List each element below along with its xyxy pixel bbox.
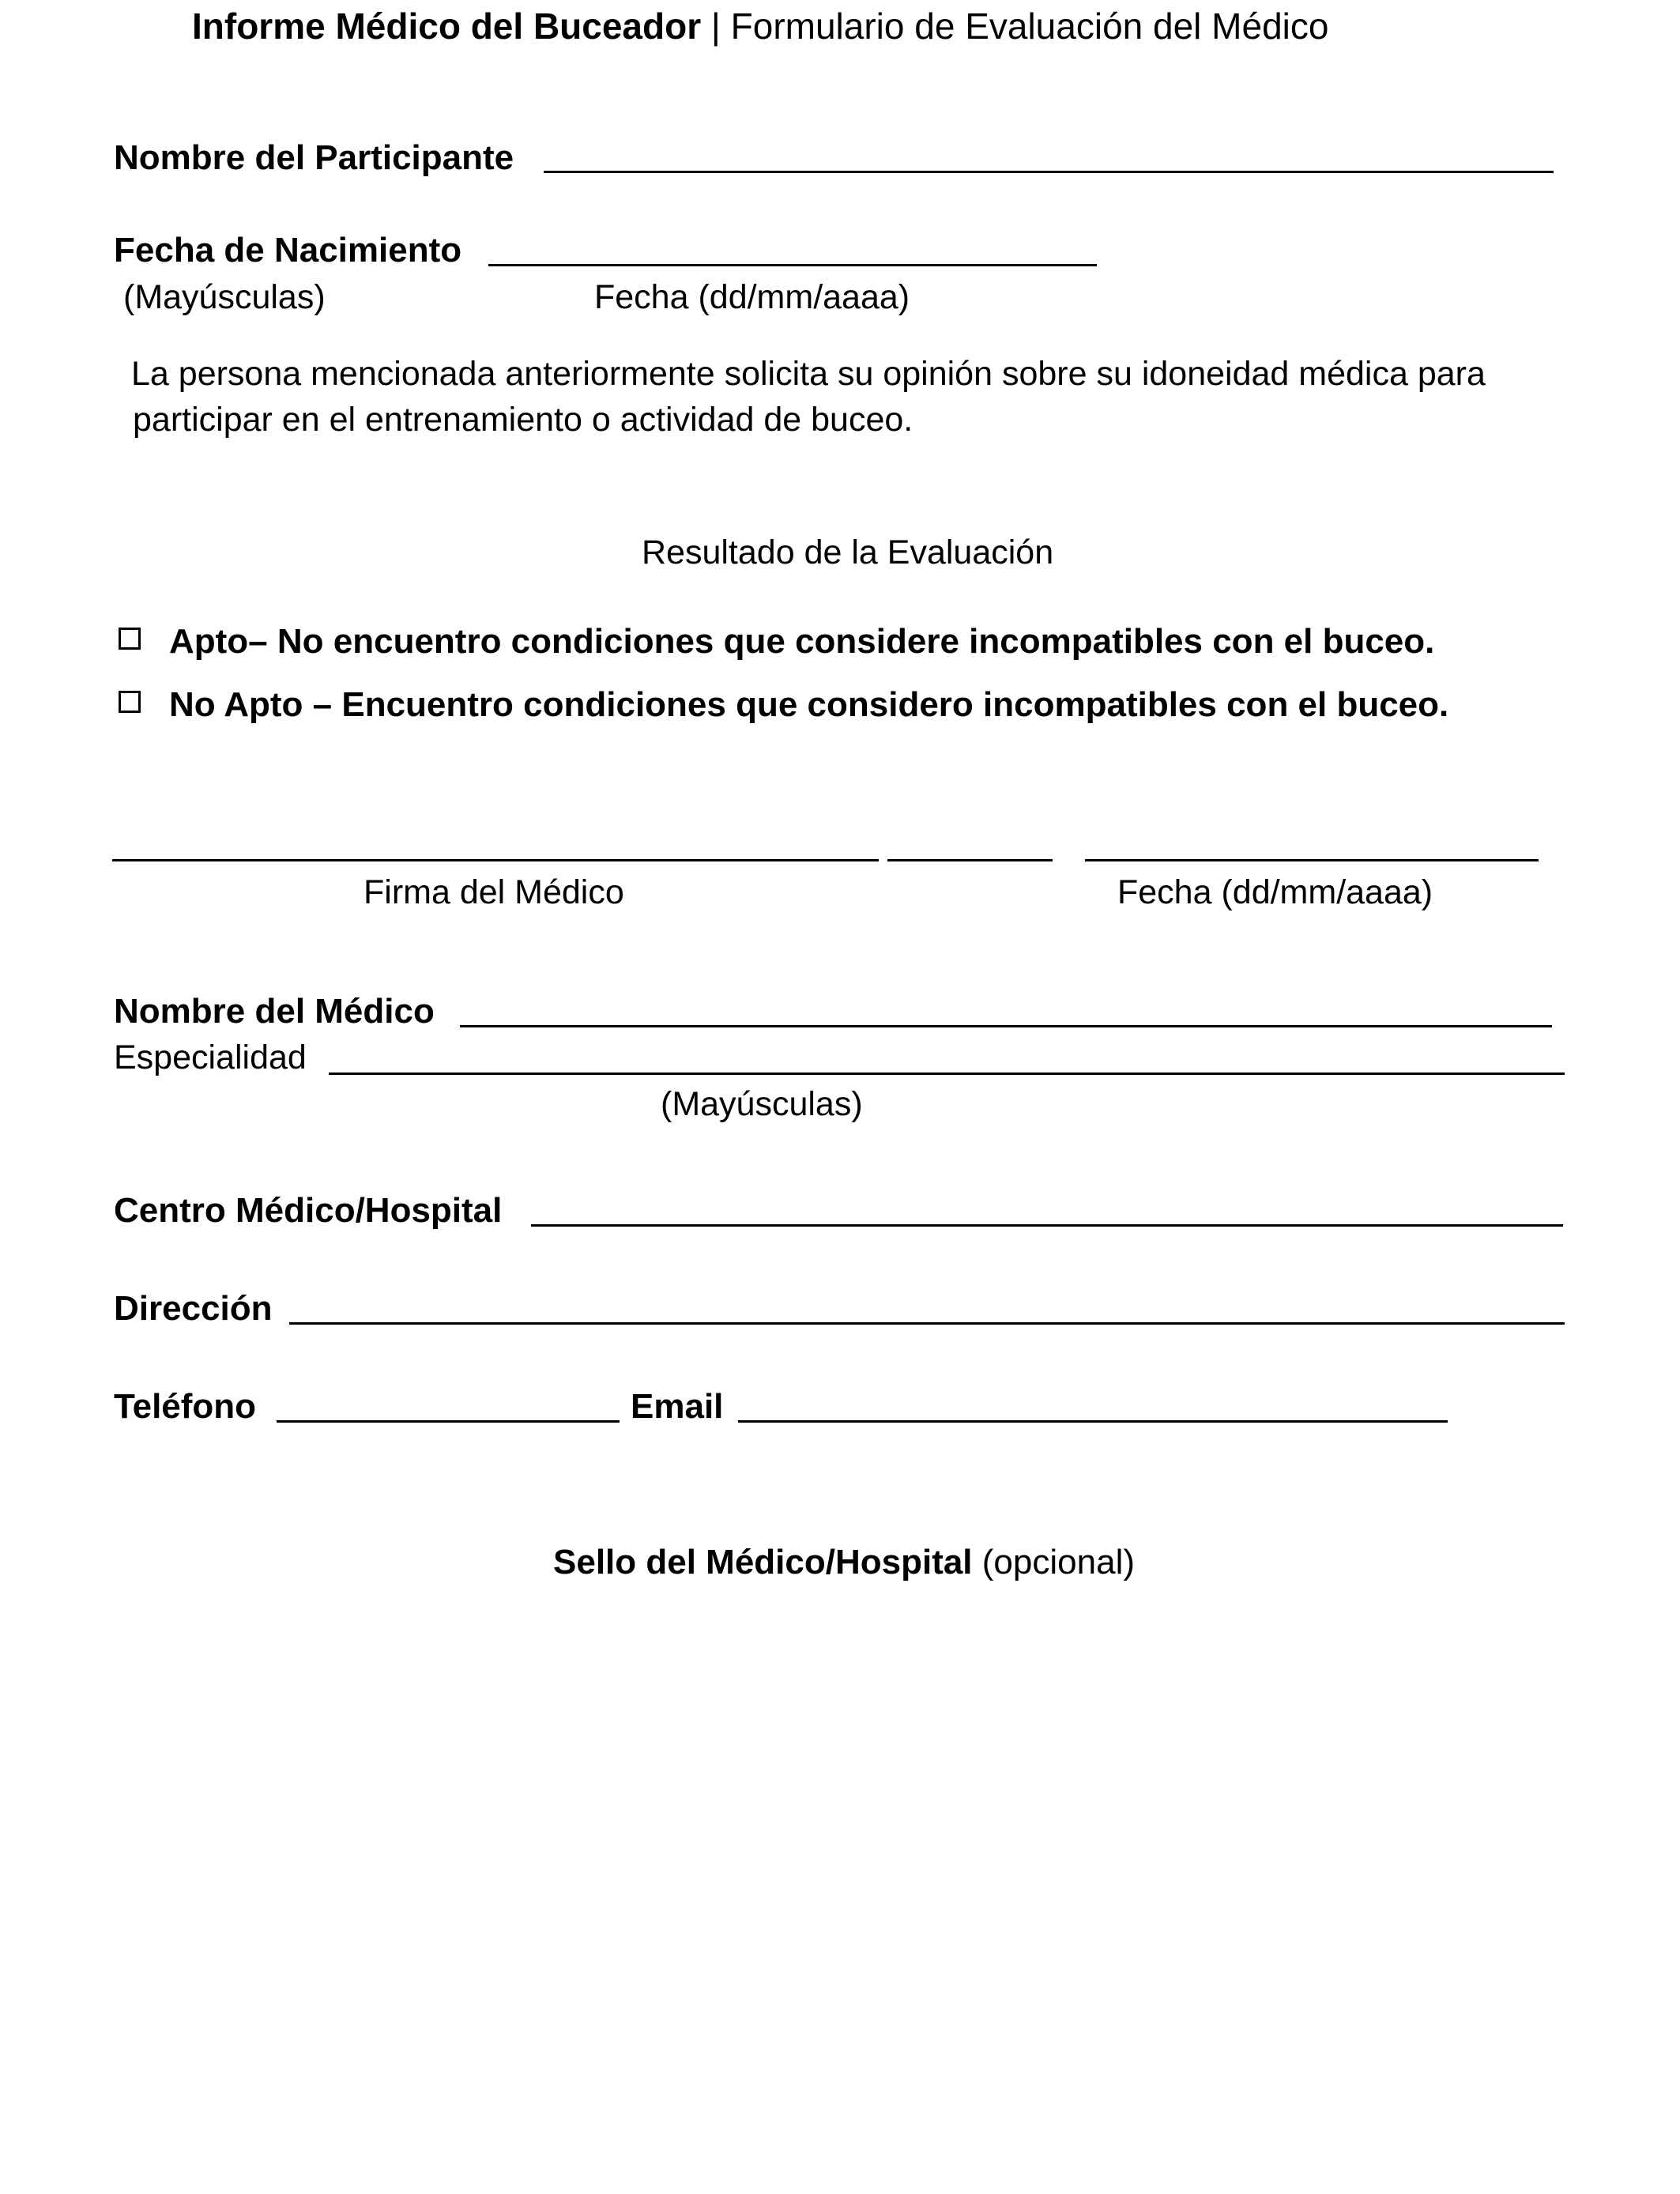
caps-hint: (Mayúsculas) (123, 278, 326, 316)
form-subtitle: Formulario de Evaluación del Médico (730, 6, 1329, 47)
phone-label: Teléfono (114, 1387, 257, 1426)
birth-date-label: Fecha de Nacimiento (114, 231, 462, 270)
physician-caps-hint: (Mayúsculas) (661, 1085, 863, 1123)
signature-date-label: Fecha (dd/mm/aaaa) (1117, 873, 1433, 911)
no-apto-option-label: No Apto – Encuentro condiciones que considero incompatibles con el buceo. (169, 685, 1449, 724)
address-label: Dirección (114, 1289, 273, 1328)
phone-field[interactable] (277, 1420, 620, 1423)
stamp-label (553, 1545, 1135, 1580)
signature-label: Firma del Médico (363, 873, 624, 911)
no-apto-checkbox[interactable] (119, 691, 141, 713)
participant-name-label: Nombre del Participante (114, 138, 514, 177)
participant-name-field[interactable] (544, 171, 1554, 173)
physician-name-label: Nombre del Médico (114, 992, 435, 1031)
birth-date-field[interactable] (488, 264, 1097, 266)
stamp-label-optional: (opcional) (981, 1543, 1135, 1581)
stamp-label-bold: Sello del Médico/Hospital (553, 1543, 973, 1581)
apto-checkbox[interactable] (119, 628, 141, 650)
medical-center-field[interactable] (531, 1224, 1563, 1227)
intro-line-2: participar en el entrenamiento o actividad de buceo. (133, 401, 913, 439)
apto-option-label: Apto– No encuentro condiciones que considere incompatibles con el buceo. (169, 622, 1435, 661)
medical-center-label: Centro Médico/Hospital (114, 1191, 503, 1230)
signature-date-field[interactable] (1085, 859, 1539, 861)
specialty-field[interactable] (329, 1072, 1565, 1075)
specialty-label: Especialidad (114, 1039, 307, 1076)
physician-name-field[interactable] (460, 1025, 1552, 1027)
intro-line-1: La persona mencionada anteriormente solicita su opinión sobre su idoneidad médica para (131, 355, 1486, 393)
form-title: Informe Médico del Buceador (192, 6, 702, 47)
page-title (192, 6, 1329, 47)
email-field[interactable] (738, 1420, 1448, 1423)
address-field[interactable] (289, 1322, 1565, 1325)
date-format-hint: Fecha (dd/mm/aaaa) (594, 278, 910, 316)
title-separator: | (710, 6, 721, 47)
signature-extra-field[interactable] (887, 859, 1053, 861)
email-label: Email (631, 1387, 724, 1426)
evaluation-heading: Resultado de la Evaluación (642, 533, 1054, 571)
physician-signature-field[interactable] (112, 859, 879, 861)
